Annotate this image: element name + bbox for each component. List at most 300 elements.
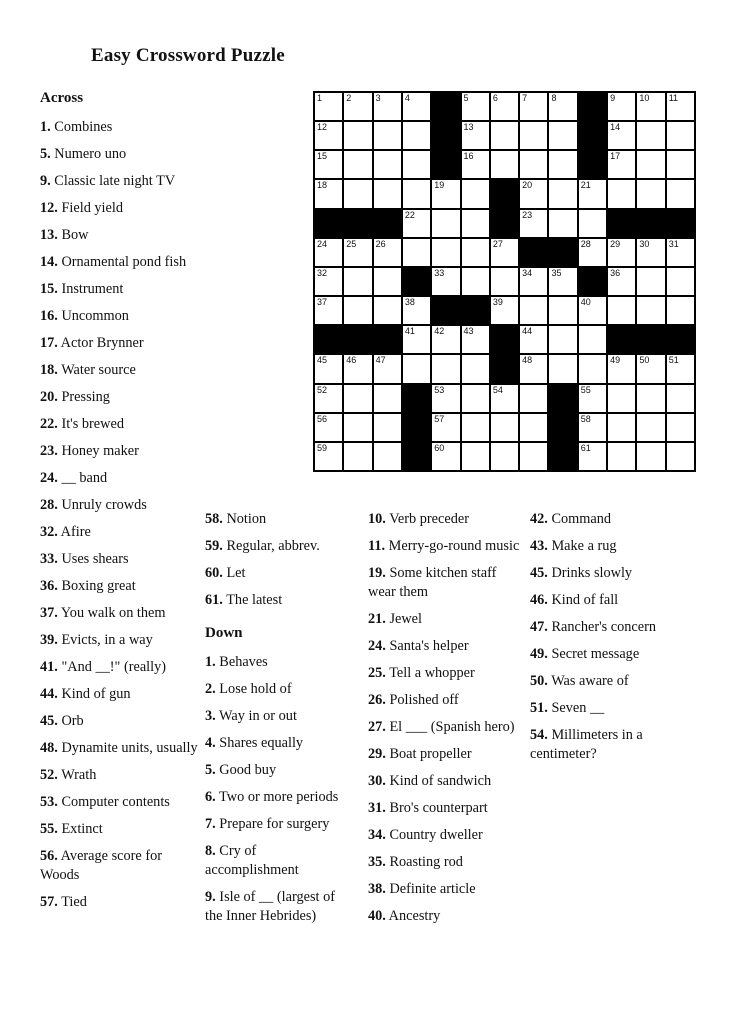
- clue-item: 52. Wrath: [40, 767, 97, 783]
- letter-cell[interactable]: [315, 355, 342, 382]
- letter-cell[interactable]: [462, 93, 489, 120]
- letter-cell[interactable]: [608, 443, 635, 470]
- black-cell: [403, 268, 430, 295]
- letter-cell[interactable]: [432, 443, 459, 470]
- cell-number: 30: [639, 238, 650, 249]
- clue-number: 4.: [205, 735, 216, 751]
- letter-cell[interactable]: [462, 355, 489, 382]
- cell-number: 57: [434, 413, 445, 424]
- letter-cell[interactable]: [579, 326, 606, 353]
- letter-cell[interactable]: [579, 180, 606, 207]
- clue-number: 7.: [205, 816, 216, 832]
- letter-cell[interactable]: [403, 93, 430, 120]
- letter-cell[interactable]: [462, 122, 489, 149]
- letter-cell[interactable]: [637, 239, 664, 266]
- letter-cell[interactable]: [374, 180, 401, 207]
- letter-cell[interactable]: [462, 414, 489, 441]
- clue-item: 25. Tell a whopper: [368, 665, 475, 681]
- clue-item: 21. Jewel: [368, 611, 423, 627]
- clue-number: 47.: [530, 619, 548, 635]
- cell-number: 38: [404, 297, 415, 308]
- clue-item: 32. Afire: [40, 524, 91, 540]
- letter-cell[interactable]: [491, 151, 518, 178]
- clue-item: 9. Classic late night TV: [40, 173, 176, 189]
- black-cell: [667, 326, 694, 353]
- letter-cell[interactable]: [520, 297, 547, 324]
- cell-number: 28: [580, 238, 591, 249]
- across-clue-list: [40, 118, 198, 912]
- letter-cell[interactable]: [315, 93, 342, 120]
- letter-cell[interactable]: [374, 297, 401, 324]
- letter-cell[interactable]: [637, 355, 664, 382]
- black-cell: [491, 355, 518, 382]
- cell-number: 22: [404, 209, 415, 220]
- clue-number: 5.: [205, 762, 216, 778]
- clue-number: 10.: [368, 511, 386, 527]
- letter-cell[interactable]: [403, 210, 430, 237]
- letter-cell[interactable]: [520, 268, 547, 295]
- cell-number: 58: [580, 413, 591, 424]
- letter-cell[interactable]: [667, 93, 694, 120]
- clue-number: 3.: [205, 708, 216, 724]
- letter-cell[interactable]: [491, 268, 518, 295]
- letter-cell[interactable]: [549, 326, 576, 353]
- clue-item: 59. Regular, abbrev.: [205, 538, 320, 554]
- letter-cell[interactable]: [374, 239, 401, 266]
- letter-cell[interactable]: [608, 239, 635, 266]
- letter-cell[interactable]: [432, 268, 459, 295]
- letter-cell[interactable]: [637, 122, 664, 149]
- clue-number: 23.: [40, 443, 58, 459]
- cell-number: 26: [375, 238, 386, 249]
- clue-item: 16. Uncommon: [40, 308, 129, 324]
- letter-cell[interactable]: [667, 122, 694, 149]
- cell-number: 9: [610, 93, 616, 103]
- letter-cell[interactable]: [344, 239, 371, 266]
- letter-cell[interactable]: [579, 297, 606, 324]
- letter-cell[interactable]: [462, 268, 489, 295]
- cell-number: 24: [317, 238, 328, 249]
- clue-number: 59.: [205, 538, 223, 554]
- black-cell: [608, 210, 635, 237]
- cell-number: 51: [668, 355, 679, 366]
- letter-cell[interactable]: [462, 385, 489, 412]
- cell-number: 1: [317, 93, 323, 103]
- clue-item: 31. Bro's counterpart: [368, 800, 488, 816]
- letter-cell[interactable]: [403, 122, 430, 149]
- black-cell: [432, 151, 459, 178]
- clue-item: 5. Good buy: [205, 762, 277, 778]
- cell-number: 16: [463, 151, 474, 162]
- clue-item: 7. Prepare for surgery: [205, 816, 330, 832]
- letter-cell[interactable]: [315, 385, 342, 412]
- letter-cell[interactable]: [520, 93, 547, 120]
- clue-item: 48. Dynamite units, usually: [40, 740, 198, 756]
- clue-number: 20.: [40, 389, 58, 405]
- cell-number: 25: [346, 238, 357, 249]
- letter-cell[interactable]: [432, 239, 459, 266]
- letter-cell[interactable]: [637, 297, 664, 324]
- letter-cell[interactable]: [491, 385, 518, 412]
- cell-number: 2: [346, 93, 352, 103]
- letter-cell[interactable]: [374, 268, 401, 295]
- cell-number: 59: [317, 442, 328, 453]
- clue-item: 19. Some kitchen staff wear them: [368, 565, 497, 600]
- letter-cell[interactable]: [579, 355, 606, 382]
- clue-item: 54. Millimeters in a centimeter?: [530, 727, 643, 762]
- cell-number: 54: [492, 384, 503, 395]
- letter-cell[interactable]: [667, 414, 694, 441]
- letter-cell[interactable]: [637, 443, 664, 470]
- clue-number: 35.: [368, 854, 386, 870]
- cell-number: 47: [375, 355, 386, 366]
- clue-item: 58. Notion: [205, 511, 267, 527]
- letter-cell[interactable]: [549, 180, 576, 207]
- letter-cell[interactable]: [667, 151, 694, 178]
- letter-cell[interactable]: [344, 297, 371, 324]
- clue-number: 16.: [40, 308, 58, 324]
- clue-item: 2. Lose hold of: [205, 681, 292, 697]
- letter-cell[interactable]: [520, 355, 547, 382]
- letter-cell[interactable]: [491, 297, 518, 324]
- clue-number: 58.: [205, 511, 223, 527]
- clue-number: 21.: [368, 611, 386, 627]
- letter-cell[interactable]: [315, 414, 342, 441]
- clue-number: 42.: [530, 511, 548, 527]
- clue-item: 27. El ___ (Spanish hero): [368, 719, 515, 735]
- letter-cell[interactable]: [579, 239, 606, 266]
- cell-number: 50: [639, 355, 650, 366]
- cell-number: 46: [346, 355, 357, 366]
- clue-item: 35. Roasting rod: [368, 854, 463, 870]
- letter-cell[interactable]: [608, 122, 635, 149]
- black-cell: [549, 443, 576, 470]
- clue-number: 45.: [530, 565, 548, 581]
- letter-cell[interactable]: [315, 239, 342, 266]
- letter-cell[interactable]: [403, 297, 430, 324]
- letter-cell[interactable]: [344, 93, 371, 120]
- letter-cell[interactable]: [491, 93, 518, 120]
- letter-cell[interactable]: [549, 355, 576, 382]
- cell-number: 55: [580, 384, 591, 395]
- clue-item: 43. Make a rug: [530, 538, 617, 554]
- letter-cell[interactable]: [667, 385, 694, 412]
- clue-item: 14. Ornamental pond fish: [40, 254, 187, 270]
- cell-number: 45: [317, 355, 328, 366]
- letter-cell[interactable]: [520, 385, 547, 412]
- clue-item: 57. Tied: [40, 894, 87, 910]
- clue-number: 53.: [40, 794, 58, 810]
- letter-cell[interactable]: [608, 93, 635, 120]
- black-cell: [579, 268, 606, 295]
- black-cell: [579, 122, 606, 149]
- letter-cell[interactable]: [637, 268, 664, 295]
- letter-cell[interactable]: [491, 414, 518, 441]
- black-cell: [549, 239, 576, 266]
- letter-cell[interactable]: [432, 414, 459, 441]
- letter-cell[interactable]: [637, 414, 664, 441]
- letter-cell[interactable]: [608, 414, 635, 441]
- clue-item: 45. Orb: [40, 713, 84, 729]
- clue-column-4: [530, 510, 682, 772]
- clue-number: 19.: [368, 565, 386, 581]
- black-cell: [608, 326, 635, 353]
- letter-cell[interactable]: [462, 180, 489, 207]
- letter-cell[interactable]: [403, 355, 430, 382]
- clue-number: 17.: [40, 335, 58, 351]
- cell-number: 5: [463, 93, 469, 103]
- letter-cell[interactable]: [315, 180, 342, 207]
- cell-number: 48: [522, 355, 533, 366]
- clue-item: 6. Two or more periods: [205, 789, 339, 805]
- black-cell: [549, 414, 576, 441]
- letter-cell[interactable]: [667, 239, 694, 266]
- clue-number: 26.: [368, 692, 386, 708]
- letter-cell[interactable]: [315, 151, 342, 178]
- down-clue-list: [205, 653, 347, 926]
- letter-cell[interactable]: [520, 326, 547, 353]
- letter-cell[interactable]: [344, 180, 371, 207]
- black-cell: [374, 210, 401, 237]
- clue-number: 24.: [368, 638, 386, 654]
- clue-item: 10. Verb preceder: [368, 511, 469, 527]
- letter-cell[interactable]: [344, 443, 371, 470]
- letter-cell[interactable]: [549, 268, 576, 295]
- letter-cell[interactable]: [491, 122, 518, 149]
- letter-cell[interactable]: [315, 122, 342, 149]
- cell-number: 44: [522, 326, 533, 337]
- letter-cell[interactable]: [403, 151, 430, 178]
- cell-number: 8: [551, 93, 557, 103]
- letter-cell[interactable]: [579, 414, 606, 441]
- letter-cell[interactable]: [344, 151, 371, 178]
- clue-number: 13.: [40, 227, 58, 243]
- cell-number: 23: [522, 209, 533, 220]
- clue-number: 5.: [40, 146, 51, 162]
- letter-cell[interactable]: [374, 151, 401, 178]
- clue-number: 43.: [530, 538, 548, 554]
- clue-number: 56.: [40, 848, 58, 864]
- letter-cell[interactable]: [608, 297, 635, 324]
- letter-cell[interactable]: [520, 151, 547, 178]
- cell-number: 60: [434, 442, 445, 453]
- black-cell: [520, 239, 547, 266]
- letter-cell[interactable]: [432, 180, 459, 207]
- letter-cell[interactable]: [667, 443, 694, 470]
- cell-number: 15: [317, 151, 328, 162]
- cell-number: 17: [610, 151, 621, 162]
- letter-cell[interactable]: [637, 151, 664, 178]
- letter-cell[interactable]: [667, 355, 694, 382]
- letter-cell[interactable]: [520, 210, 547, 237]
- clue-number: 27.: [368, 719, 386, 735]
- clue-item: 1. Behaves: [205, 654, 268, 670]
- clue-number: 2.: [205, 681, 216, 697]
- letter-cell[interactable]: [667, 268, 694, 295]
- letter-cell[interactable]: [403, 239, 430, 266]
- down-heading: Down: [205, 625, 243, 641]
- letter-cell[interactable]: [491, 239, 518, 266]
- clue-number: 14.: [40, 254, 58, 270]
- clue-number: 9.: [40, 173, 51, 189]
- cell-number: 40: [580, 297, 591, 308]
- cell-number: 53: [434, 384, 445, 395]
- letter-cell[interactable]: [520, 443, 547, 470]
- clue-item: 23. Honey maker: [40, 443, 139, 459]
- cell-number: 3: [375, 93, 381, 103]
- letter-cell[interactable]: [315, 268, 342, 295]
- clue-number: 54.: [530, 727, 548, 743]
- letter-cell[interactable]: [374, 122, 401, 149]
- page-title: Easy Crossword Puzzle: [91, 45, 285, 66]
- letter-cell[interactable]: [374, 385, 401, 412]
- letter-cell[interactable]: [549, 297, 576, 324]
- letter-cell[interactable]: [315, 297, 342, 324]
- clue-item: 49. Secret message: [530, 646, 640, 662]
- clue-number: 51.: [530, 700, 548, 716]
- letter-cell[interactable]: [462, 239, 489, 266]
- clue-number: 38.: [368, 881, 386, 897]
- letter-cell[interactable]: [637, 385, 664, 412]
- clue-item: 3. Way in or out: [205, 708, 297, 724]
- clue-item: 15. Instrument: [40, 281, 124, 297]
- letter-cell[interactable]: [344, 385, 371, 412]
- letter-cell[interactable]: [462, 151, 489, 178]
- clue-item: 38. Definite article: [368, 881, 476, 897]
- letter-cell[interactable]: [579, 443, 606, 470]
- letter-cell[interactable]: [608, 268, 635, 295]
- letter-cell[interactable]: [374, 355, 401, 382]
- letter-cell[interactable]: [549, 93, 576, 120]
- cell-number: 27: [492, 238, 503, 249]
- letter-cell[interactable]: [549, 210, 576, 237]
- letter-cell[interactable]: [344, 355, 371, 382]
- black-cell: [315, 210, 342, 237]
- clue-item: 20. Pressing: [40, 389, 110, 405]
- clue-number: 1.: [205, 654, 216, 670]
- clue-number: 8.: [205, 843, 216, 859]
- letter-cell[interactable]: [579, 385, 606, 412]
- black-cell: [403, 385, 430, 412]
- letter-cell[interactable]: [344, 122, 371, 149]
- clue-number: 31.: [368, 800, 386, 816]
- black-cell: [403, 414, 430, 441]
- cell-number: 7: [522, 93, 528, 103]
- black-cell: [491, 326, 518, 353]
- clue-number: 60.: [205, 565, 223, 581]
- cell-number: 61: [580, 442, 591, 453]
- letter-cell[interactable]: [608, 151, 635, 178]
- letter-cell[interactable]: [432, 355, 459, 382]
- letter-cell[interactable]: [315, 443, 342, 470]
- cell-number: 35: [551, 267, 562, 278]
- letter-cell[interactable]: [432, 385, 459, 412]
- black-cell: [637, 210, 664, 237]
- clue-number: 49.: [530, 646, 548, 662]
- black-cell: [491, 180, 518, 207]
- letter-cell[interactable]: [344, 268, 371, 295]
- black-cell: [344, 326, 371, 353]
- clue-item: 29. Boat propeller: [368, 746, 472, 762]
- letter-cell[interactable]: [520, 414, 547, 441]
- cell-number: 18: [317, 180, 328, 191]
- clue-item: 47. Rancher's concern: [530, 619, 657, 635]
- letter-cell[interactable]: [608, 355, 635, 382]
- cell-number: 49: [610, 355, 621, 366]
- letter-cell[interactable]: [608, 385, 635, 412]
- letter-cell[interactable]: [462, 326, 489, 353]
- letter-cell[interactable]: [374, 414, 401, 441]
- cell-number: 14: [610, 122, 621, 133]
- clue-number: 9.: [205, 889, 216, 905]
- cell-number: 41: [404, 326, 415, 337]
- clue-item: 28. Unruly crowds: [40, 497, 147, 513]
- clue-item: 60. Let: [205, 565, 246, 581]
- letter-cell[interactable]: [667, 297, 694, 324]
- clue-number: 37.: [40, 605, 58, 621]
- letter-cell[interactable]: [374, 443, 401, 470]
- letter-cell[interactable]: [579, 210, 606, 237]
- clue-number: 25.: [368, 665, 386, 681]
- cell-number: 56: [317, 413, 328, 424]
- black-cell: [344, 210, 371, 237]
- letter-cell[interactable]: [344, 414, 371, 441]
- clue-item: 37. You walk on them: [40, 605, 166, 621]
- cell-number: 11: [668, 93, 679, 103]
- clue-column-2: [205, 510, 347, 934]
- letter-cell[interactable]: [520, 180, 547, 207]
- clue-item: 33. Uses shears: [40, 551, 129, 567]
- letter-cell[interactable]: [608, 180, 635, 207]
- clue-number: 45.: [40, 713, 58, 729]
- letter-cell[interactable]: [403, 326, 430, 353]
- black-cell: [667, 210, 694, 237]
- cell-number: 10: [639, 93, 650, 103]
- cell-number: 36: [610, 267, 621, 278]
- clue-number: 36.: [40, 578, 58, 594]
- letter-cell[interactable]: [491, 443, 518, 470]
- letter-cell[interactable]: [549, 151, 576, 178]
- letter-cell[interactable]: [637, 93, 664, 120]
- letter-cell[interactable]: [403, 180, 430, 207]
- clue-number: 11.: [368, 538, 386, 554]
- black-cell: [403, 443, 430, 470]
- clue-item: 17. Actor Brynner: [40, 335, 144, 351]
- cell-number: 32: [317, 267, 328, 278]
- cell-number: 31: [668, 238, 679, 249]
- clue-item: 36. Boxing great: [40, 578, 136, 594]
- letter-cell[interactable]: [549, 122, 576, 149]
- clue-number: 32.: [40, 524, 58, 540]
- letter-cell[interactable]: [462, 210, 489, 237]
- clue-number: 12.: [40, 200, 58, 216]
- clue-number: 44.: [40, 686, 58, 702]
- cell-number: 34: [522, 267, 533, 278]
- letter-cell[interactable]: [667, 180, 694, 207]
- letter-cell[interactable]: [374, 93, 401, 120]
- cell-number: 12: [317, 122, 328, 133]
- down-clue-list-continued: [368, 510, 526, 926]
- clue-item: 51. Seven __: [530, 700, 605, 716]
- letter-cell[interactable]: [432, 326, 459, 353]
- letter-cell[interactable]: [432, 210, 459, 237]
- letter-cell[interactable]: [462, 443, 489, 470]
- cell-number: 21: [580, 180, 591, 191]
- clue-item: 9. Isle of __ (largest of the Inner Hebrides): [205, 889, 335, 924]
- black-cell: [637, 326, 664, 353]
- letter-cell[interactable]: [520, 122, 547, 149]
- letter-cell[interactable]: [637, 180, 664, 207]
